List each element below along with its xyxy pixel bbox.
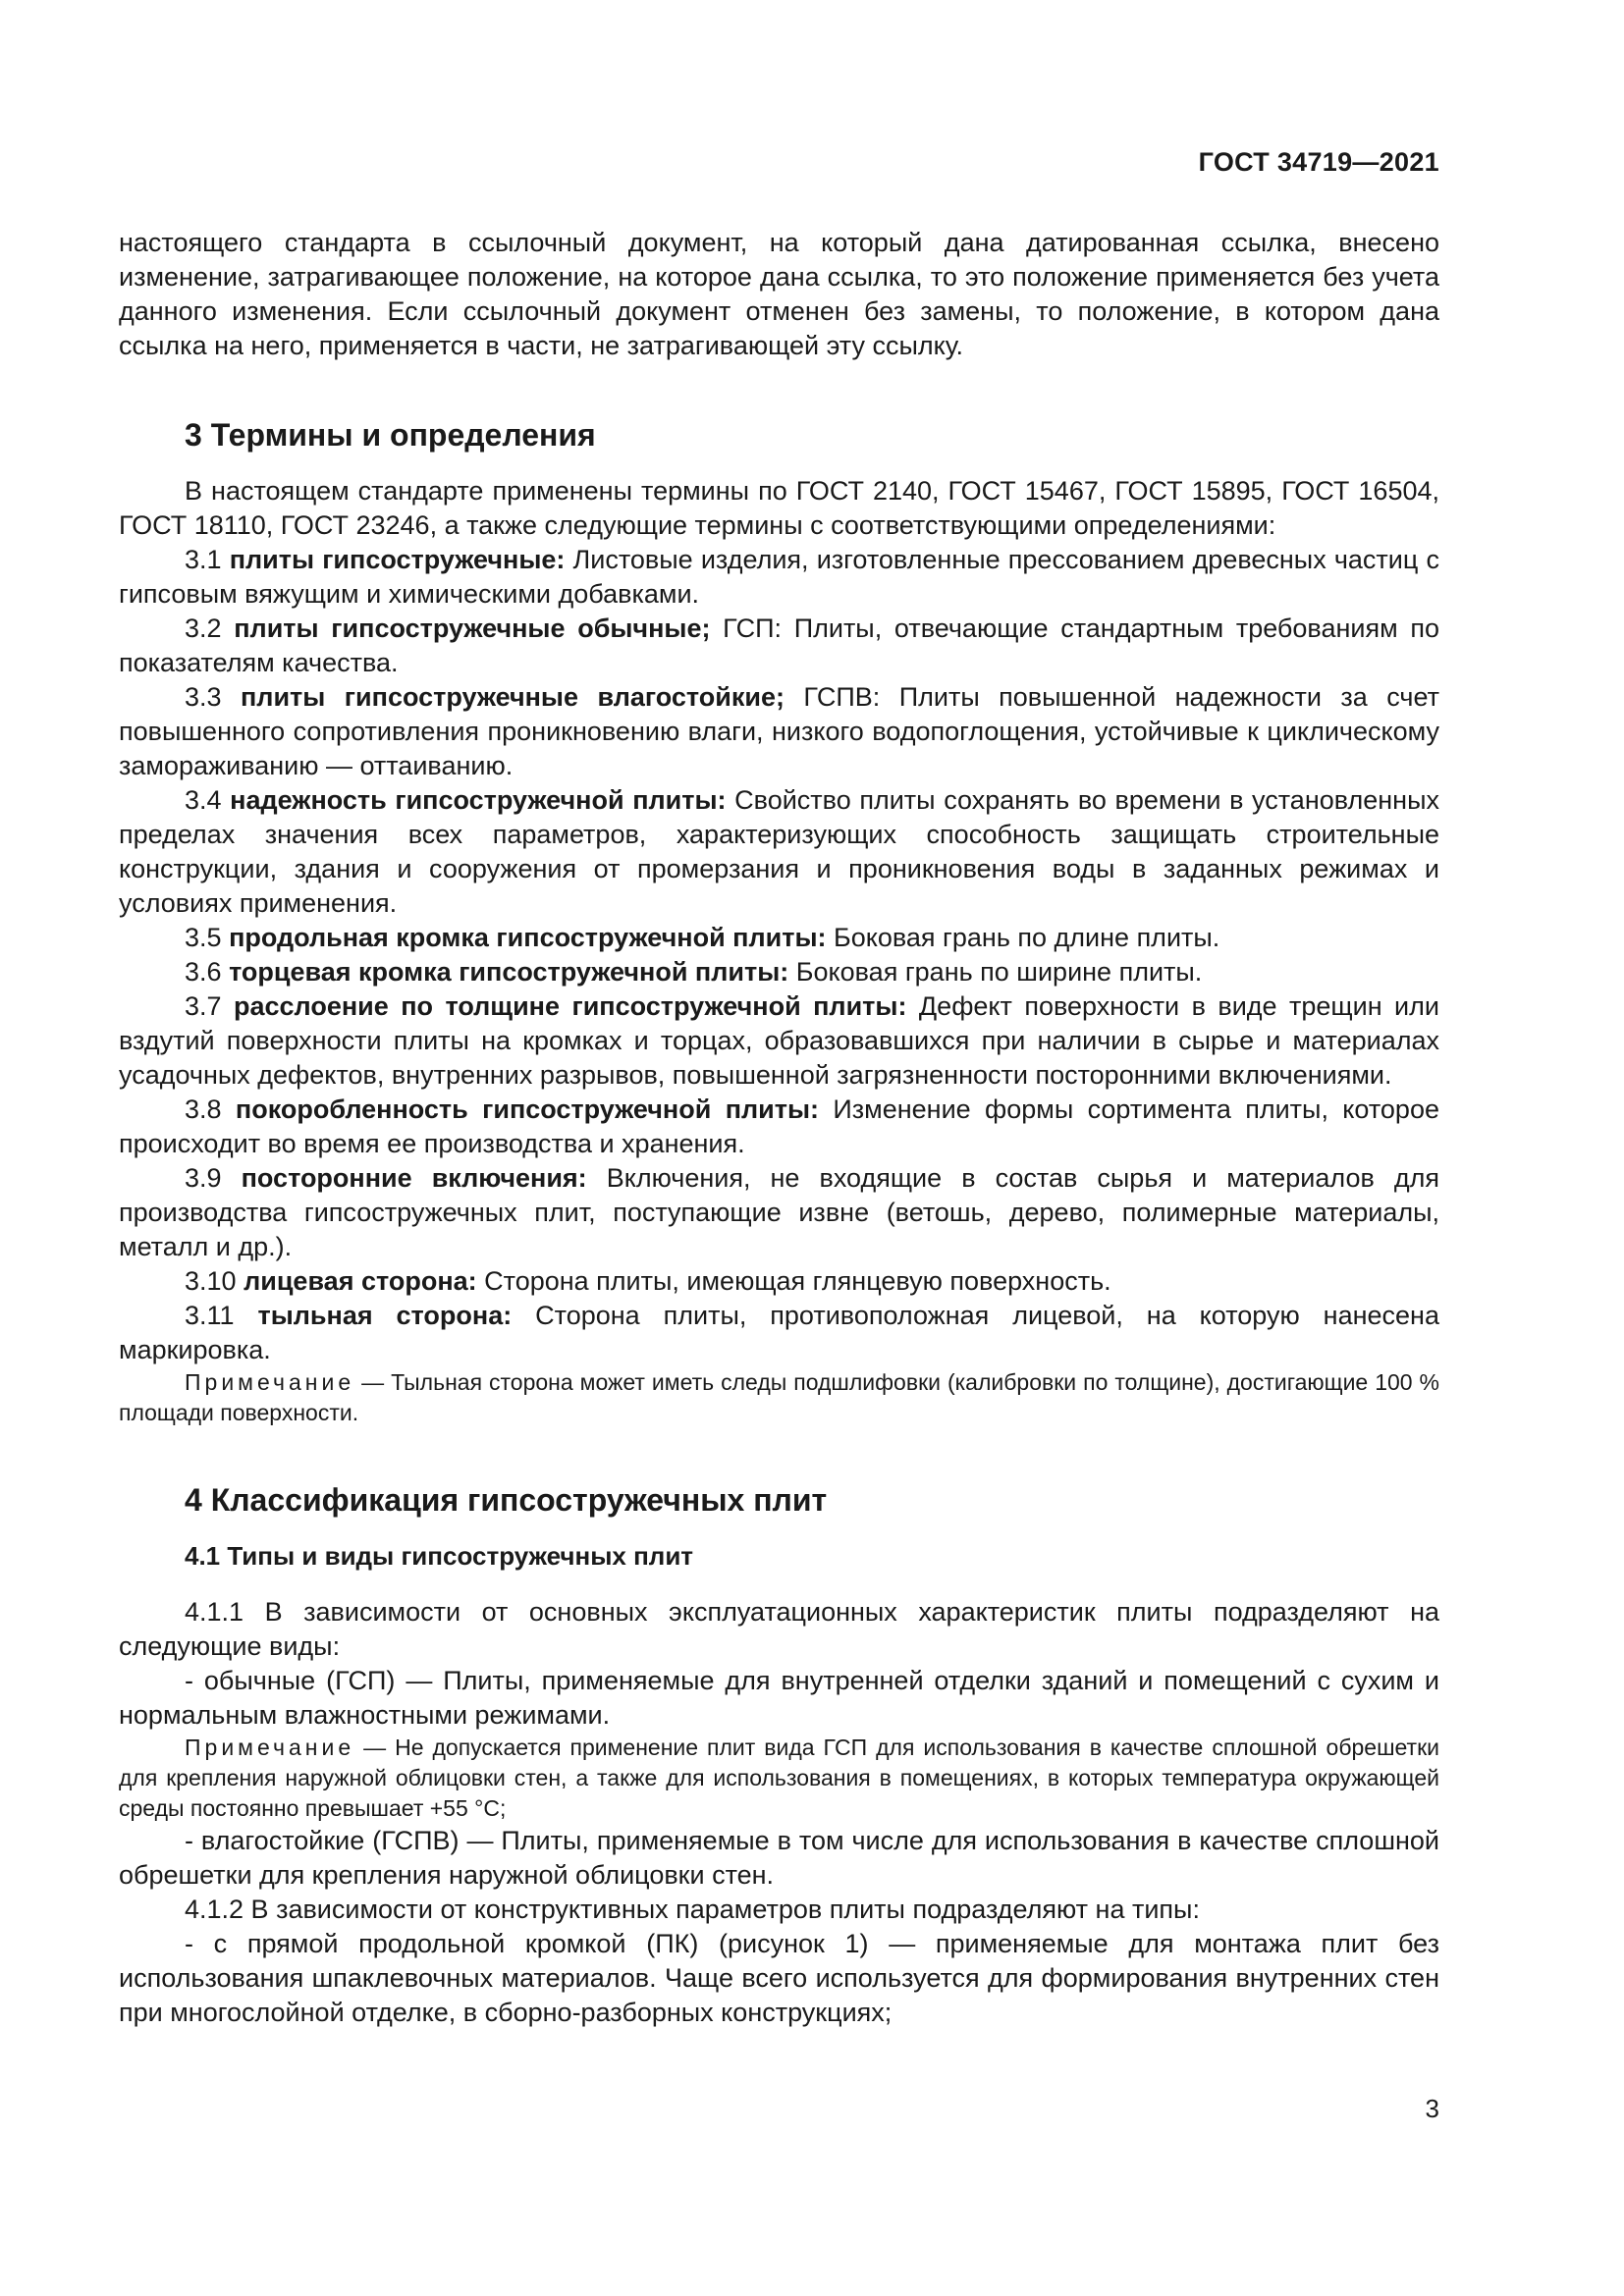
section-3-lead: В настоящем стандарте применены термины по ГОСТ 2140, ГОСТ 15467, ГОСТ 15895, ГОСТ 16504, ГОСТ 18110, ГОСТ 23246, а также следующие термины с соответствующими определениями:: [119, 476, 1439, 540]
paragraph-ordinary-boards: - обычные (ГСП) — Плиты, применяемые для внутренней отделки зданий и помещений с сухим и нормальным влажностными режимами.: [119, 1666, 1439, 1730]
term-text: Листовые изделия, изготовленные прессованием древесных частиц с гипсовым вяжущим и химическими добавками.: [119, 545, 1439, 609]
page-number: 3: [1425, 2094, 1439, 2123]
paragraph-straight-edge-type: - с прямой продольной кромкой (ПК) (рисунок 1) — применяемые для монтажа плит без использования шпаклевочных материалов. Чаще всего используется для формирования внутренних стен при многослойной отделке, в сборно-разборных конструкциях;: [119, 1929, 1439, 2027]
term-number: 3.4: [185, 785, 222, 815]
term-number: 3.2: [185, 614, 222, 643]
term-definition: [119, 783, 1439, 921]
note-text: — Не допускается применение плит вида ГСП для использования в качестве сплошной обрешетки для крепления наружной облицовки стен, а также для использования в помещениях, в которых температура окружающей среды постоянно превышает +55 °С;: [119, 1735, 1439, 1821]
section-3-note: [119, 1367, 1439, 1428]
term-number: 3.11: [185, 1301, 235, 1330]
term-definition: [119, 921, 1439, 955]
term-name: тыльная сторона:: [257, 1301, 513, 1330]
term-definition: [119, 1093, 1439, 1161]
term-text: Боковая грань по длине плиты.: [826, 923, 1220, 952]
term-number: 3.6: [185, 957, 222, 987]
paragraph-4-1-2: 4.1.2 В зависимости от конструктивных параметров плиты подразделяют на типы:: [185, 1895, 1200, 1924]
section-3-title: 3 Термины и определения: [185, 417, 596, 453]
term-name: лицевая сторона:: [244, 1266, 477, 1296]
term-text: Сторона плиты, противоположная лицевой, на которую нанесена маркировка.: [119, 1301, 1439, 1364]
term-name: надежность гипсостружечной плиты:: [230, 785, 727, 815]
term-text: Боковая грань по ширине плиты.: [788, 957, 1203, 987]
document-code-header: ГОСТ 34719—2021: [1198, 147, 1439, 177]
term-name: покоробленность гипсостружечной плиты:: [235, 1095, 820, 1124]
term-definition: [119, 1161, 1439, 1264]
term-name: посторонние включения:: [241, 1163, 587, 1193]
term-definition: [119, 680, 1439, 783]
term-number: 3.3: [185, 682, 222, 712]
intro-paragraph: настоящего стандарта в ссылочный документ, на который дана датированная ссылка, внесено изменение, затрагивающее положение, на которое дана ссылка, то это положение применяется без учета данного изменения. Если ссылочный документ отменен без замены, то положение, в котором дана ссылка на него, применяется в части, не затрагивающей эту ссылку.: [119, 228, 1439, 360]
term-number: 3.9: [185, 1163, 222, 1193]
term-text: Сторона плиты, имеющая глянцевую поверхность.: [476, 1266, 1111, 1296]
term-name: плиты гипсостружечные:: [229, 545, 566, 574]
term-name: продольная кромка гипсостружечной плиты:: [229, 923, 827, 952]
note-label: Примечание: [185, 1369, 355, 1395]
section-4-note: [119, 1733, 1439, 1824]
term-text: Свойство плиты сохранять во времени в установленных пределах значения всех параметров, характеризующих способность защищать строительные конструкции, здания и сооружения от промерзания и проникновения воды в заданных режимах и условиях применения.: [119, 785, 1439, 918]
note-text: — Тыльная сторона может иметь следы подшлифовки (калибровки по толщине), достигающие 100 % площади поверхности.: [119, 1369, 1439, 1425]
term-number: 3.1: [185, 545, 222, 574]
terms-list: [119, 543, 1439, 1367]
term-definition: [119, 955, 1439, 989]
term-name: плиты гипсостружечные обычные;: [234, 614, 711, 643]
document-body: [119, 226, 1439, 2030]
subsection-4-1-title: 4.1 Типы и виды гипсостружечных плит: [185, 1541, 694, 1571]
term-definition: [119, 989, 1439, 1093]
term-number: 3.10: [185, 1266, 237, 1296]
term-text: Дефект поверхности в виде трещин или вздутий поверхности плиты на кромках и торцах, образовавшихся при наличии в сырье и материалах усадочных дефектов, внутренних разрывов, повышенной загрязненности посторонними включениями.: [119, 991, 1439, 1090]
paragraph-4-1-1: 4.1.1 В зависимости от основных эксплуатационных характеристик плиты подразделяют на следующие виды:: [119, 1597, 1439, 1661]
note-label: Примечание: [185, 1735, 355, 1760]
term-text: Включения, не входящие в состав сырья и материалов для производства гипсостружечных плит, поступающие извне (ветошь, дерево, полимерные материалы, металл и др.).: [119, 1163, 1439, 1261]
term-definition: [119, 612, 1439, 680]
term-definition: [119, 1264, 1439, 1299]
term-text: ГСПВ: Плиты повышенной надежности за счет повышенного сопротивления проникновению влаги, низкого водопоглощения, устойчивые к циклическому замораживанию — оттаиванию.: [119, 682, 1439, 780]
paragraph-moisture-resistant-boards: - влагостойкие (ГСПВ) — Плиты, применяемые в том числе для использования в качестве сплошной обрешетки для крепления наружной облицовки стен.: [119, 1826, 1439, 1890]
term-name: торцевая кромка гипсостружечной плиты:: [229, 957, 789, 987]
term-definition: [119, 543, 1439, 612]
term-definition: [119, 1299, 1439, 1367]
term-text: Изменение формы сортимента плиты, которое происходит во время ее производства и хранения.: [119, 1095, 1439, 1158]
term-name: расслоение по толщине гипсостружечной плиты:: [234, 991, 907, 1021]
term-number: 3.5: [185, 923, 222, 952]
term-text: ГСП: Плиты, отвечающие стандартным требованиям по показателям качества.: [119, 614, 1439, 677]
term-name: плиты гипсостружечные влагостойкие;: [241, 682, 785, 712]
term-number: 3.8: [185, 1095, 222, 1124]
section-4-title: 4 Классификация гипсостружечных плит: [185, 1482, 828, 1518]
term-number: 3.7: [185, 991, 222, 1021]
